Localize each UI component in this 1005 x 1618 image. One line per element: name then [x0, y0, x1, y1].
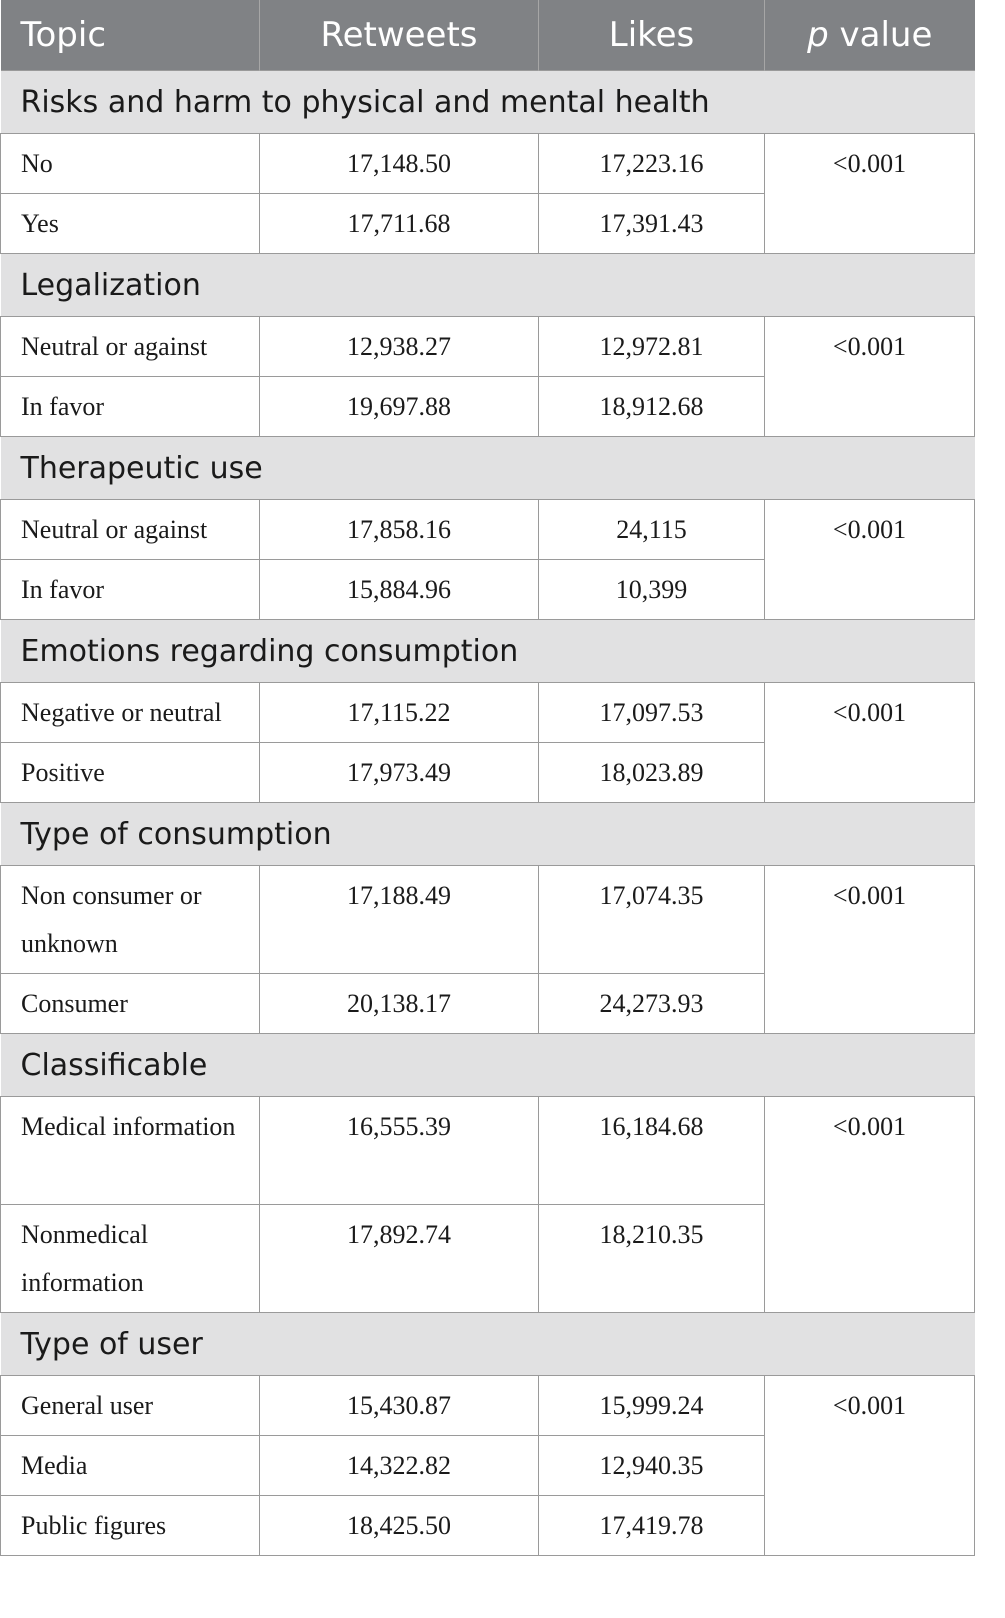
table-row [1, 866, 975, 974]
header-retweets: Retweets [260, 0, 539, 71]
retweets-value: 15,430.87 [260, 1376, 539, 1436]
row-label: Negative or neutral [1, 683, 260, 743]
row-label: Neutral or against [1, 500, 260, 560]
header-row [1, 0, 975, 71]
row-label: Media [1, 1436, 260, 1496]
row-label: In favor [1, 377, 260, 437]
row-label: General user [1, 1376, 260, 1436]
likes-value: 12,940.35 [539, 1436, 765, 1496]
row-label: Positive [1, 743, 260, 803]
header-likes: Likes [539, 0, 765, 71]
table-row [1, 683, 975, 743]
retweets-value: 14,322.82 [260, 1436, 539, 1496]
group-header-row [1, 1313, 975, 1376]
row-label: Medical information [1, 1097, 260, 1205]
row-label: Consumer [1, 974, 260, 1034]
likes-value: 24,273.93 [539, 974, 765, 1034]
retweets-value: 16,555.39 [260, 1097, 539, 1205]
p-value: <0.001 [765, 500, 975, 620]
likes-value: 12,972.81 [539, 317, 765, 377]
retweets-value: 19,697.88 [260, 377, 539, 437]
row-label: Yes [1, 194, 260, 254]
likes-value: 17,419.78 [539, 1496, 765, 1556]
group-header-row [1, 254, 975, 317]
likes-value: 17,223.16 [539, 134, 765, 194]
group-title: Therapeutic use [1, 437, 975, 500]
p-value: <0.001 [765, 317, 975, 437]
group-header-row [1, 803, 975, 866]
likes-value: 18,912.68 [539, 377, 765, 437]
group-title: Risks and harm to physical and mental health [1, 71, 975, 134]
group-title: Type of user [1, 1313, 975, 1376]
table-row [1, 1376, 975, 1436]
p-value: <0.001 [765, 1097, 975, 1313]
likes-value: 16,184.68 [539, 1097, 765, 1205]
retweets-value: 17,711.68 [260, 194, 539, 254]
row-label: Public figures [1, 1496, 260, 1556]
header-p-value [765, 0, 975, 71]
table-row [1, 134, 975, 194]
retweets-value: 12,938.27 [260, 317, 539, 377]
group-title: Classificable [1, 1034, 975, 1097]
header-topic: Topic [1, 0, 260, 71]
group-header-row [1, 620, 975, 683]
header-p-suffix: value [828, 15, 933, 55]
likes-value: 24,115 [539, 500, 765, 560]
group-header-row [1, 1034, 975, 1097]
row-label: In favor [1, 560, 260, 620]
retweets-value: 17,188.49 [260, 866, 539, 974]
row-label: Neutral or against [1, 317, 260, 377]
likes-value: 18,023.89 [539, 743, 765, 803]
group-title: Type of consumption [1, 803, 975, 866]
p-value: <0.001 [765, 866, 975, 1034]
table-row [1, 1097, 975, 1205]
likes-value: 10,399 [539, 560, 765, 620]
group-header-row [1, 71, 975, 134]
p-value: <0.001 [765, 683, 975, 803]
retweets-value: 17,892.74 [260, 1205, 539, 1313]
row-label: Nonmedical information [1, 1205, 260, 1313]
likes-value: 18,210.35 [539, 1205, 765, 1313]
table-row [1, 317, 975, 377]
likes-value: 17,097.53 [539, 683, 765, 743]
likes-value: 17,074.35 [539, 866, 765, 974]
retweets-value: 18,425.50 [260, 1496, 539, 1556]
row-label: Non consumer or unknown [1, 866, 260, 974]
retweets-value: 17,858.16 [260, 500, 539, 560]
retweets-value: 17,115.22 [260, 683, 539, 743]
retweets-value: 17,973.49 [260, 743, 539, 803]
retweets-value: 20,138.17 [260, 974, 539, 1034]
table-row [1, 500, 975, 560]
group-header-row [1, 437, 975, 500]
p-value: <0.001 [765, 1376, 975, 1556]
row-label: No [1, 134, 260, 194]
retweets-value: 15,884.96 [260, 560, 539, 620]
header-p-symbol: p [807, 15, 829, 55]
retweets-value: 17,148.50 [260, 134, 539, 194]
group-title: Emotions regarding consumption [1, 620, 975, 683]
likes-value: 15,999.24 [539, 1376, 765, 1436]
group-title: Legalization [1, 254, 975, 317]
likes-value: 17,391.43 [539, 194, 765, 254]
p-value: <0.001 [765, 134, 975, 254]
